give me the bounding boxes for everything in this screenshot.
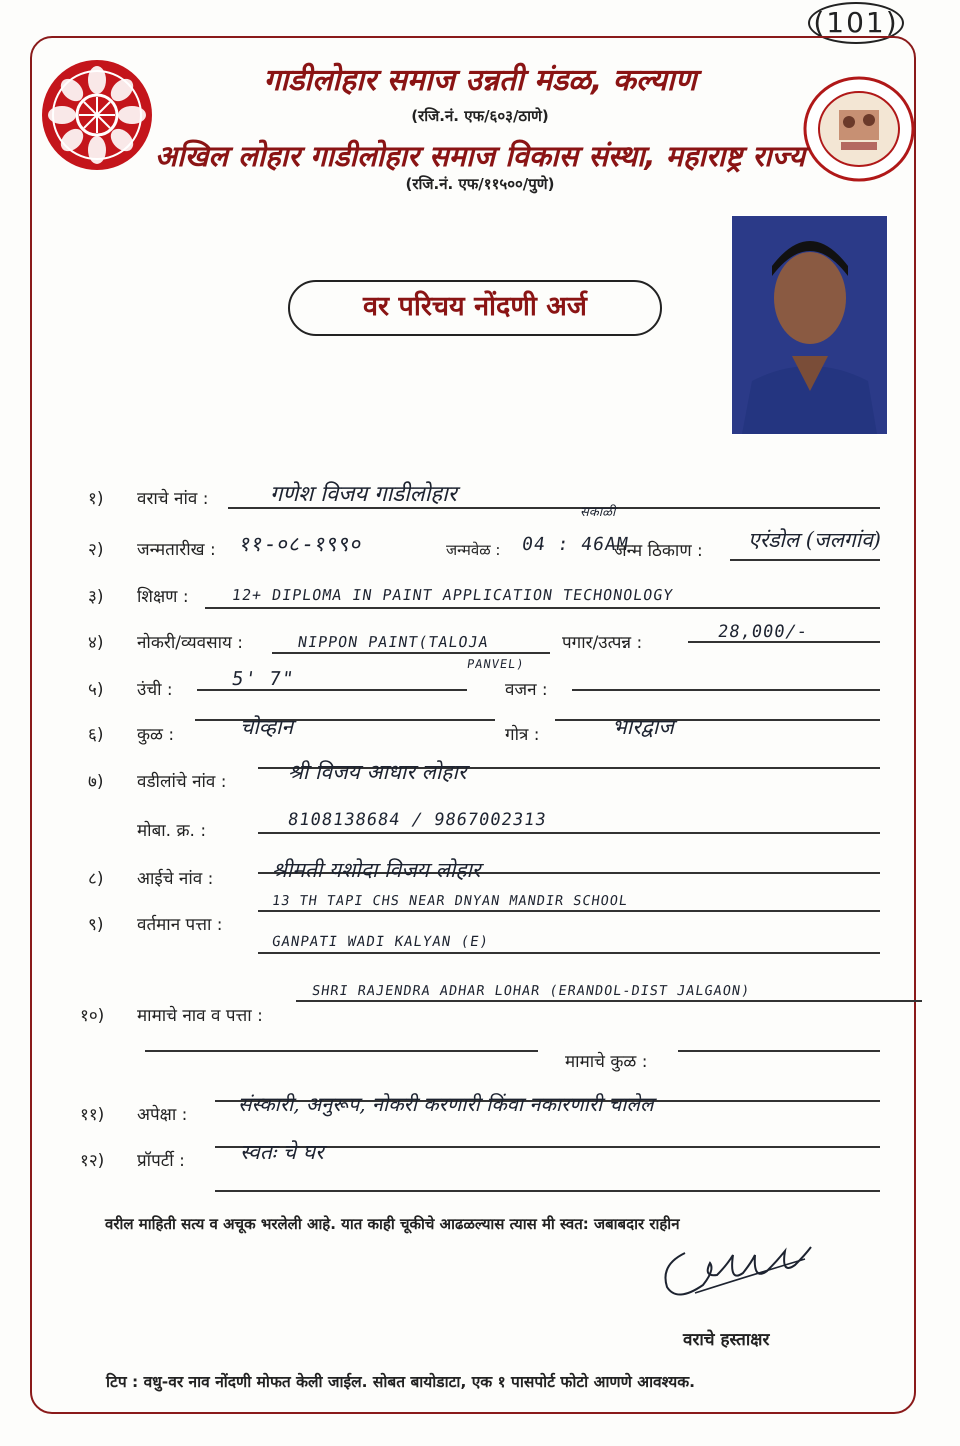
- dob-value: ११-०८-१९९०: [238, 532, 365, 556]
- mandal-logo: [40, 58, 154, 172]
- birth-time-value: 04 : 46AM: [520, 534, 631, 555]
- field-2-number: २): [88, 540, 104, 560]
- sanstha-registration: (रजि.नं. एफ/११५००/पुणे): [405, 175, 555, 193]
- groom-name-label: वराचे नांव :: [137, 489, 209, 509]
- field-9-number: ९): [88, 915, 104, 935]
- address-line-1: [258, 910, 880, 912]
- field-8-number: ८): [88, 869, 104, 889]
- birth-place-line: [730, 559, 880, 561]
- education-value: 12+ DIPLOMA IN PAINT APPLICATION TECHONOLOGY: [230, 586, 675, 604]
- groom-name-value: गणेश विजय गाडीलोहार: [270, 482, 457, 507]
- address-label: वर्तमान पत्ता :: [137, 915, 223, 935]
- field-4-number: ४): [88, 633, 104, 653]
- weight-line: [572, 689, 880, 691]
- gotra-label: गोत्र :: [505, 725, 540, 745]
- education-label: शिक्षण :: [137, 587, 189, 607]
- mobile-label: मोबा. क्र. :: [137, 821, 207, 841]
- field-3-number: ३): [88, 587, 104, 607]
- declaration-statement: वरील माहिती सत्य व अचूक भरलेली आहे. यात काही चूकीचे आढळल्यास त्यास मी स्वत: जबाबदार राहीन: [105, 1215, 680, 1233]
- education-line: [205, 607, 880, 609]
- property-value: स्वतः चे घर: [240, 1140, 324, 1164]
- mama-value: SHRI RAJENDRA ADHAR LOHAR (ERANDOL-DIST JALGAON): [310, 983, 752, 999]
- field-6-number: ६): [88, 725, 104, 745]
- footer-note: टिप : वधु-वर नाव नोंदणी मोफत केली जाईल. सोबत बायोडाटा, एक १ पासपोर्ट फोटो आणणे आवश्यक.: [106, 1373, 696, 1391]
- birth-place-label: जन्म ठिकाण :: [614, 541, 703, 561]
- mother-name-value: श्रीमती यशोदा विजय लोहार: [272, 858, 481, 882]
- mama-label: मामाचे नाव व पत्ता :: [137, 1006, 263, 1026]
- salary-value: 28,000/-: [716, 622, 810, 642]
- mama-kul-line: [678, 1050, 880, 1052]
- org-name: गाडीलोहार समाज उन्नती मंडळ, कल्याण: [263, 63, 697, 98]
- expectation-label: अपेक्षा :: [137, 1105, 188, 1125]
- dob-label: जन्मतारीख :: [137, 540, 216, 560]
- expectation-value: संस्कारी, अनुरूप, नोकरी करणारी किंवा नकारणारी चालेल: [238, 1092, 654, 1116]
- sanstha-name: अखिल लोहार गाडीलोहार समाज विकास संस्था, महाराष्ट्र राज्य: [154, 139, 806, 173]
- height-value: 5' 7": [230, 668, 296, 690]
- field-11-number: ११): [80, 1105, 105, 1125]
- mother-name-label: आईचे नांव :: [137, 869, 214, 889]
- birth-time-label: जन्मवेळ :: [446, 541, 501, 559]
- page-number: (101): [808, 2, 904, 44]
- gotra-line: [555, 719, 880, 721]
- address-value-line2: GANPATI WADI KALYAN (E): [270, 934, 490, 950]
- field-10-number: १०): [80, 1006, 105, 1026]
- salary-label: पगार/उत्पन्न :: [562, 633, 643, 653]
- height-label: उंची :: [137, 680, 173, 700]
- birth-time-note: सकाळी: [580, 505, 616, 520]
- org-registration: (रजि.नं. एफ/६०३/ठाणे): [411, 107, 549, 125]
- passport-photo: [731, 215, 888, 435]
- sanstha-logo: [803, 76, 915, 182]
- form-title: वर परिचय नोंदणी अर्ज: [288, 280, 662, 336]
- occupation-line: [272, 652, 550, 654]
- mama-line-1: [296, 1000, 922, 1002]
- gotra-value: भारद्वाज: [612, 715, 674, 739]
- field-7-number: ७): [88, 772, 104, 792]
- father-name-label: वडीलांचे नांव :: [137, 772, 227, 792]
- mobile-line: [258, 832, 880, 834]
- signature-label: वराचे हस्ताक्षर: [683, 1330, 770, 1350]
- birth-place-value: एरंडोल (जलगांव): [748, 528, 881, 552]
- kul-value: चोव्हान: [240, 715, 294, 739]
- field-12-number: १२): [80, 1151, 105, 1171]
- occupation-value-line2: PANVEL): [466, 657, 526, 671]
- occupation-label: नोकरी/व्यवसाय :: [137, 633, 243, 653]
- occupation-value: NIPPON PAINT(TALOJA: [296, 633, 490, 651]
- property-line-2: [215, 1190, 880, 1192]
- mobile-value: 8108138684 / 9867002313: [286, 810, 548, 830]
- field-1-number: १): [88, 489, 104, 509]
- weight-label: वजन :: [505, 680, 548, 700]
- father-name-value: श्री विजय आधार लोहार: [288, 760, 467, 784]
- kul-label: कुळ :: [137, 725, 175, 745]
- mama-line-2: [145, 1050, 538, 1052]
- address-line-2: [258, 952, 880, 954]
- groom-signature: [655, 1225, 815, 1305]
- mama-kul-label: मामाचे कुळ :: [565, 1052, 648, 1072]
- field-5-number: ५): [88, 680, 104, 700]
- property-label: प्रॉपर्टी :: [137, 1151, 185, 1171]
- address-value: 13 TH TAPI CHS NEAR DNYAN MANDIR SCHOOL: [270, 893, 630, 909]
